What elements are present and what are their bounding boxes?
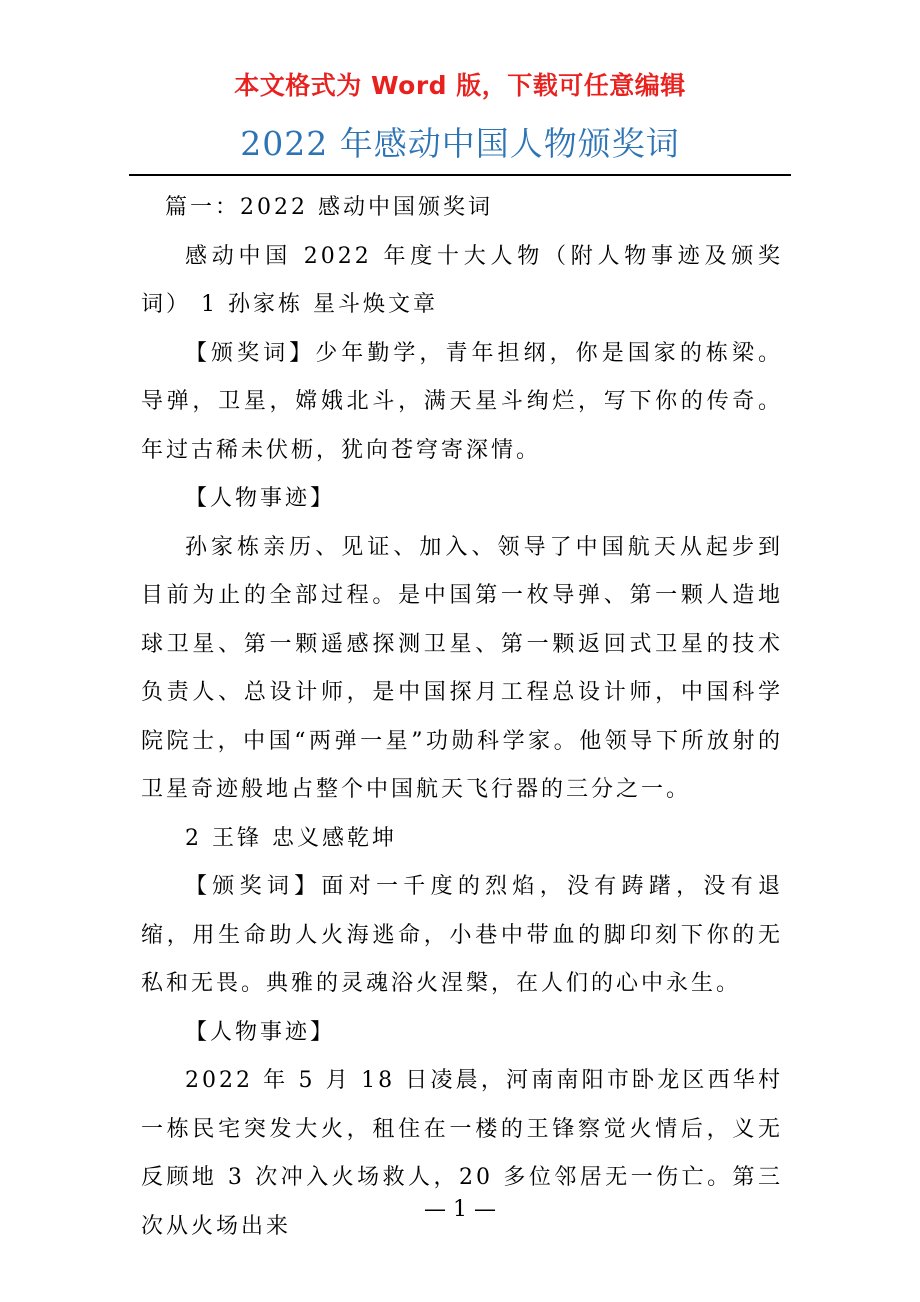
page-number: — 1 — [424,1197,496,1222]
document-title: 2022 年感动中国人物颁奖词 [240,124,680,163]
paragraph-award-citation: 【颁奖词】面对一千度的烈焰，没有踌躇，没有退缩，用生命助人火海逃命，小巷中带血的脚印刻下你的无私和无畏。典雅的灵魂浴火涅槃，在人们的心中永生。 [141,874,783,996]
document-body [141,184,783,1251]
paragraph-deeds-heading: 【人物事迹】 [185,486,336,511]
paragraph-deeds: 孙家栋亲历、见证、加入、领导了中国航天从起步到目前为止的全部过程。是中国第一枚导弹、第一颗人造地球卫星、第一颗遥感探测卫星、第一颗返回式卫星的技术负责人、总设计师，是中国探月工程总设计师，中国科学院院士，中国“两弹一星”功勋科学家。他领导下所放射的卫星奇迹般地占整个中国航天飞行器的三分之一。 [141,534,783,802]
paragraph-intro: 感动中国 2022 年度十大人物（附人物事迹及颁奖词） 1 孙家栋 星斗焕文章 [141,243,783,317]
title-divider [129,174,791,176]
paragraph-award-citation: 【颁奖词】少年勤学，青年担纲，你是国家的栋梁。导弹，卫星，嫦娥北斗，满天星斗绚烂，写下你的传奇。年过古稀未伏枥，犹向苍穹寄深情。 [141,340,783,463]
format-notice: 本文格式为 Word 版，下载可任意编辑 [234,71,686,100]
section-heading: 篇一：2022 感动中国颁奖词 [165,195,493,220]
paragraph-deeds-heading: 【人物事迹】 [185,1019,336,1045]
paragraph-person-heading: 2 王锋 忠义感乾坤 [185,825,397,851]
paragraph-deeds: 2022 年 5 月 18 日凌晨，河南南阳市卧龙区西华村一栋民宅突发大火，租住在一楼的王锋察觉火情后，义无反顾地 3 次冲入火场救人，20 多位邻居无一伤亡。第三次从火场出来 [141,1068,783,1239]
